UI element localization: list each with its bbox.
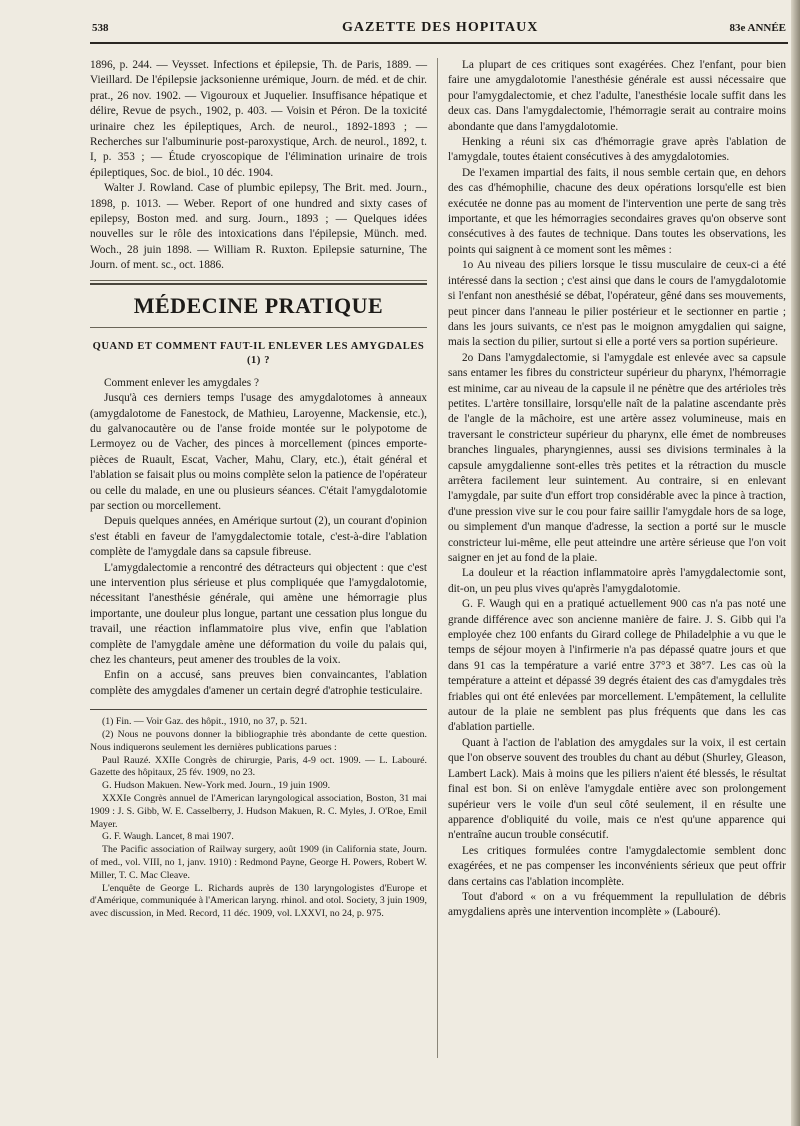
section-rule	[90, 283, 427, 285]
paragraph: Henking a réuni six cas d'hémorragie grave après l'ablation de l'amygdale, toutes étaient consécutives à des amygdalotomies.	[448, 136, 786, 164]
paragraph: Comment enlever les amygdales ?	[104, 376, 259, 389]
footnote: The Pacific association of Railway surgery, août 1909 (in California state, Journ. of med., vol. VIII, no 1, janv. 1910) : Redmond Payne, George H. Powers, Robert W. Miller, T. C. Mac Cleave.	[90, 844, 427, 881]
running-header	[92, 22, 786, 38]
footnote: G. Hudson Makuen. New-York med. Journ., 19 juin 1909.	[102, 780, 331, 792]
paragraph: Enfin on a accusé, sans preuves bien convaincantes, l'ablation complète des amygdales d'amener un certain degré d'atrophie testiculaire.	[90, 669, 427, 697]
paragraph: La douleur et la réaction inflammatoire après l'amygdalectomie sont, dit-on, un peu plus vives qu'après l'amygdalotomie.	[448, 567, 786, 595]
footnote: L'enquête de George L. Richards auprès de 130 laryngologistes d'Europe et d'Amérique, communiquée à l'American laryng. rhinol. and otol. Society, 3 juin 1909, avec discussion, in Med. Record, 11 déc. 1909, vol. LXXVI, no 24, p. 975.	[90, 882, 427, 920]
article-title: QUAND ET COMMENT FAUT-IL ENLEVER LES AMYGDALES (1) ?	[92, 340, 425, 366]
section-rule	[90, 280, 427, 281]
footnote: Paul Rauzé. XXIIe Congrès de chirurgie, Paris, 4-9 oct. 1909. — L. Labouré. Gazette des hôpitaux, 25 fév. 1909, no 23.	[90, 754, 427, 779]
page-number: 538	[92, 22, 109, 34]
paragraph: Tout d'abord « on a vu fréquemment la repullulation de débris amygdaliens après une intervention incomplète » (Labouré).	[448, 890, 786, 919]
bibliography-entry: 1896, p. 244. — Veysset. Infections et épilepsie, Th. de Paris, 1889. — Vieillard. De l'épilepsie jacksonienne urémique, Journ. de méd. et de chir. prat., 26 nov. 1902. — Vigouroux et Juquelier. Insuffisance hépatique et délire, Revue de psych., 1902, p. 403. — Voisin et Péron. De la toxicité urinaire chez les épileptiques, Arch. de neurol., 1892-1893 ; — Recherches sur l'albuminurie post-paroxystique, Arch. de neurol., 1892, t. I, p. 353 ; — Étude cryoscopique de l'élimination urinaire de trois épileptiques, Soc. de biol., 10 déc. 1904.	[90, 59, 427, 179]
footnote-rule	[90, 709, 427, 710]
paragraph: L'amygdalectomie a rencontré des détracteurs qui objectent : que c'est une intervention plus sérieuse et plus compliquée que l'amygdalotomie, nécessitant l'anesthésie générale, qui amène une hémorragie plus importante, une douleur plus longue, partant une cessation plus longue du travail, une réaction inflammatoire plus vive, enfin que l'ablation complète de l'amygdale amène une déformation du voile du palais qui, chez les chanteurs, peut amener des troubles de la voix.	[90, 561, 427, 666]
paragraph: Jusqu'à ces derniers temps l'usage des amygdalotomes à anneaux (amygdalotome de Fanestock, de Mathieu, Laroyenne, Mackensie, etc.), du galvanocautère ou de l'anse froide montée sur le polypotome de Lermoyez ou de Vacher, des pinces à morcellement (pinces emporte-pièces de Ruault, Escat, Vacher, Mahu, Clary, etc.), était général et l'ablation se faisait plus ou moins complète selon la patience de l'opérateur ou celle du malade, en une ou plusieurs séances. C'était l'amygdalotomie par section ou morcellement.	[90, 392, 427, 512]
footnote: XXXIe Congrès annuel de l'American laryngological association, Boston, 31 mai 1909 : J. S. Gibb, W. E. Casselberry, J. Hudson Makuen, R. C. Myles, J. O'Roe, Emil Mayer.	[90, 793, 427, 830]
paragraph: 1o Au niveau des piliers lorsque le tissu musculaire de ceux-ci a été intéressé dans la section ; c'est ainsi que dans le cours de l'amygdalotomie si l'enfant non anesthésié se débat, l'opérateur, gêné dans ses mouvements, peut pincer dans l'anneau le pilier postérieur et le sectionner en partie ; dans les jours suivants, ce n'est pas le moignon amygdalien qui saigne, mais la section du pilier, surtout si elle a porté vers sa portion supérieure.	[448, 259, 786, 349]
column-divider	[437, 58, 438, 1058]
footnote: G. F. Waugh. Lancet, 8 mai 1907.	[102, 831, 234, 843]
footnote: (1) Fin. — Voir Gaz. des hôpit., 1910, no 37, p. 521.	[102, 716, 308, 728]
section-title: MÉDECINE PRATIQUE	[133, 292, 384, 318]
paragraph: G. F. Waugh qui en a pratiqué actuellement 900 cas n'a pas noté une grande différence avec son ancienne manière de faire. J. S. Gibb qui l'a employée chez 100 enfants du Girard college de Philadelphie a vu que le temps de séjour moyen à l'infirmerie n'a pas dépassé quatre jours et que dans 91 cas la température a varié entre 37°3 et 38°7. Les cas où la température a atteint et dépassé 39 degrés étaient des cas d'amygdales très friables qui ont été enlevées par morcellement. L'empâtement, la cellulite autour de la plaie ne semblent pas plus fréquents que dans les cas d'ablation partielle.	[448, 598, 786, 734]
paragraph: La plupart de ces critiques sont exagérées. Chez l'enfant, pour bien faire une amygdalotomie l'anesthésie générale est aussi nécessaire que pour l'amygdalectomie, et chez l'adulte, l'anesthésie locale suffit dans les deux cas. Dans l'amygdalectomie, l'hémorragie serait au contraire moins abondante que dans l'amygdalotomie.	[448, 59, 786, 133]
page-edge-shadow	[791, 0, 800, 1126]
paragraph: Les critiques formulées contre l'amygdalectomie semblent donc exagérées, et ne pas compenser les inconvénients sérieux que peut offrir dans certains cas l'ablation incomplète.	[448, 844, 786, 888]
right-column	[448, 58, 786, 921]
year-label: 83e ANNÉE	[729, 22, 786, 34]
bibliography-entry: Walter J. Rowland. Case of plumbic epilepsy, The Brit. med. Journ., 1898, p. 1013. — Weber. Report of one hundred and sixty cases of epilepsy, Boston med. and surg. Journ., 1893 ; — Quelques idées nouvelles sur le rôle des intoxications dans l'épilepsie, Münch. med. Woch., 28 juin 1898. — William R. Ruxton. Epilepsie saturnine, The Journ. of ment. sc., oct. 1886.	[90, 182, 427, 272]
paragraph: Depuis quelques années, en Amérique surtout (2), un courant d'opinion s'est établi en faveur de l'amygdalectomie totale, c'est-à-dire l'ablation complète de l'amygdale dans sa capsule fibreuse.	[90, 515, 427, 559]
journal-title: GAZETTE DES HOPITAUX	[342, 20, 539, 35]
paragraph: 2o Dans l'amygdalectomie, si l'amygdale est enlevée avec sa capsule sans entamer les fibres du constricteur supérieur du pharynx, l'hémorragie est minime, car au niveau de la capsule il ne pénètre que des artérioles très petites. L'artère tonsillaire, lorsqu'elle naît de la palatine ascendante près de l'angle de la mâchoire, est une artère assez volumineuse, mais en traversant le constricteur supérieur du pharynx, elle émet de nombreuses branches linguales, pharyngiennes, aussi ses divisions terminales à la capsule amygdalienne sont-elles très petites et la rétraction du muscle arrêtera facilement leur suintement. Au contraire, si en enlevant l'amygdale, par suite d'un effort trop considérable avec la pince à traction, d'une pression vive sur le cou pour faire saillir l'amygdale hors de sa loge, ou simplement d'un manque d'adresse, la section a porté sur le muscle constricteur lui-même, elle peut atteindre une artère sérieuse que l'on voit saigner en jet au fond de la plaie.	[448, 351, 786, 564]
left-column	[90, 58, 427, 921]
footnote: (2) Nous ne pouvons donner la bibliographie très abondante de cette question. Nous indiquerons seulement les dernières publications parues :	[90, 729, 427, 753]
header-rule	[90, 42, 788, 44]
paragraph: Quant à l'action de l'ablation des amygdales sur la voix, il est certain que l'on observe souvent des troubles du chant au début (Shurley, Gleason, Lambert Lack). Mais à moins que les piliers n'aient été blessés, le résultat final est bon. Si on enlève l'amygdale entière avec son prolongement supérieur vers le voile d'un seul côté seulement, il en résulte une apparence d'obliquité du voile, mais ce n'est qu'une apparence qui n'entraîne aucun trouble consécutif.	[448, 736, 786, 842]
paragraph: De l'examen impartial des faits, il nous semble certain que, en dehors des cas d'hémophilie, chacune des deux opérations lorsqu'elle est bien exécutée ne donne pas au moment de l'intervention une perte de sang très importante, et que les hémorragies secondaires graves qu'on observe sont consécutives à des fautes de technique. Dans toutes les observations, les points qui saignent à ce moment sont les mêmes :	[448, 166, 786, 256]
section-rule	[90, 327, 427, 328]
